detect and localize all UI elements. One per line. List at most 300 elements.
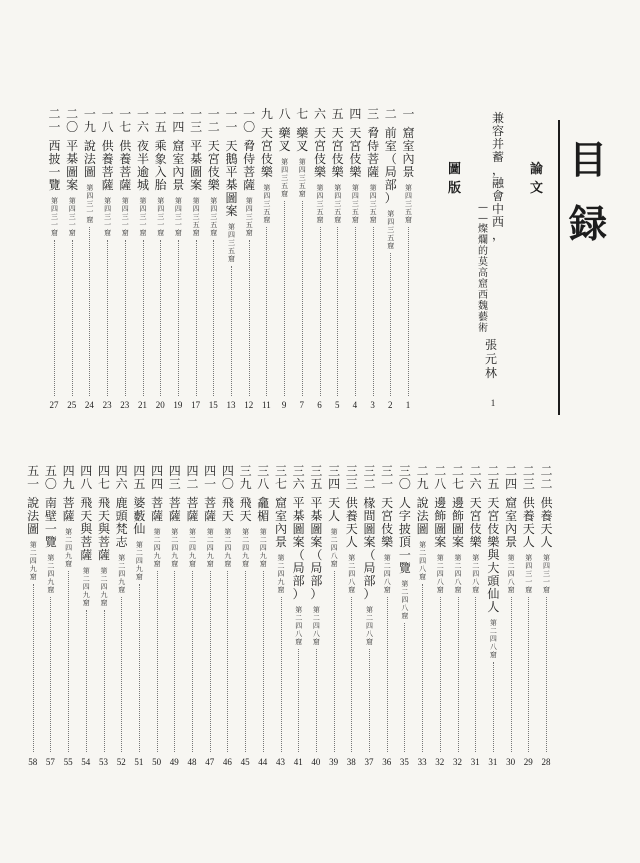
leader-dots — [107, 240, 109, 396]
plate-title: 天 宮 伎 樂 與 大 頭 仙 人 — [487, 496, 500, 614]
plate-number: 三 〇 — [398, 464, 411, 491]
plate-entry[interactable] — [167, 465, 182, 568]
plate-entry[interactable] — [256, 465, 271, 568]
leader-dots — [337, 227, 339, 396]
leader-dots — [546, 597, 548, 752]
plate-title: 天 宮 伎 樂 — [331, 126, 344, 179]
plate-page-number: 46 — [222, 757, 232, 767]
plate-page-number: 30 — [506, 757, 516, 767]
plate-page-number: 3 — [370, 400, 375, 410]
plate-title: 藥 叉 — [278, 126, 291, 153]
plate-entry[interactable] — [468, 465, 483, 594]
plate-number: 四 三 — [168, 464, 181, 491]
plate-page-number: 19 — [173, 400, 183, 410]
plate-number: 一 八 — [101, 107, 114, 134]
plate-cave: 第 二 四 九 窟 — [82, 567, 90, 607]
leader-dots — [422, 584, 424, 752]
plate-page-number: 31 — [488, 757, 498, 767]
plate-entry[interactable] — [238, 465, 253, 568]
plate-number: 一 五 — [154, 107, 167, 134]
plate-number: 五 — [331, 107, 344, 121]
plate-title: 菩 薩 — [168, 496, 181, 523]
plate-title: 說 法 圖 — [83, 139, 96, 179]
plate-number: 三 三 — [345, 464, 358, 491]
leader-dots — [440, 597, 442, 752]
plate-page-number: 38 — [346, 757, 356, 767]
plate-page-number: 35 — [399, 757, 409, 767]
plate-page-number: 27 — [49, 400, 59, 410]
plate-page-number: 25 — [67, 400, 77, 410]
page-title: 目 録 — [568, 137, 607, 246]
essay-author: 張 元 林 — [485, 338, 498, 380]
plate-entry[interactable] — [61, 465, 76, 568]
plate-title: 鹿 頭 梵 志 — [115, 496, 128, 549]
plate-entry[interactable] — [313, 108, 328, 224]
leader-dots — [511, 597, 513, 752]
plate-entry[interactable] — [203, 465, 218, 568]
plate-cave: 第 二 四 九 窟 — [206, 528, 214, 568]
leader-dots — [125, 240, 127, 396]
plate-number: 三 一 — [381, 464, 394, 491]
plate-cave: 第 四 三 五 窟 — [316, 184, 324, 224]
leader-dots — [245, 571, 247, 752]
plate-cave: 第 二 四 九 窟 — [100, 567, 108, 607]
plate-title: 說 法 圖 — [27, 496, 40, 536]
plate-page-number: 9 — [281, 400, 287, 410]
plate-cave: 第 四 三 一 窟 — [121, 197, 129, 237]
plate-entry[interactable] — [274, 465, 289, 594]
leader-dots — [104, 610, 106, 752]
plate-number: 三 二 — [363, 464, 376, 491]
plate-number: 四 六 — [115, 464, 128, 491]
plate-entry[interactable] — [451, 465, 466, 594]
plate-entry[interactable] — [504, 465, 519, 594]
plate-entry[interactable] — [401, 108, 416, 224]
plate-cave: 第 二 四 八 窟 — [383, 554, 391, 594]
plate-title: 窟 室 內 景 — [274, 496, 287, 549]
leader-dots — [320, 227, 322, 396]
plate-title: 平 棊 圖 案 — [190, 139, 203, 192]
plate-page-number: 41 — [293, 757, 303, 767]
plate-cave: 第 四 三 五 窟 — [334, 184, 342, 224]
leader-dots — [263, 571, 265, 752]
leader-dots — [369, 649, 371, 752]
plate-number: 一 七 — [119, 107, 132, 134]
plate-page-number: 23 — [102, 400, 112, 410]
plate-title: 平 棊 圖 案 — [66, 139, 79, 192]
plate-cave: 第 二 四 九 窟 — [153, 528, 161, 568]
plate-entry[interactable] — [330, 108, 345, 224]
leader-dots — [178, 240, 180, 396]
plate-cave: 第 四 三 五 窟 — [298, 158, 306, 198]
plate-number: 一 四 — [172, 107, 185, 134]
plate-entry[interactable] — [259, 108, 274, 224]
plate-title: 天 宮 伎 樂 — [469, 496, 482, 549]
plate-entry[interactable] — [397, 465, 412, 620]
plate-entry[interactable] — [220, 465, 235, 568]
plate-number: 六 — [313, 107, 326, 121]
plate-number: 二 二 — [540, 464, 553, 491]
plate-page-number: 44 — [258, 757, 268, 767]
plate-entry[interactable] — [82, 108, 97, 224]
plate-cave: 第 四 三 五 窟 — [369, 184, 377, 224]
plate-entry[interactable] — [153, 108, 168, 237]
plate-entry[interactable] — [189, 108, 204, 237]
plate-cave: 第 四 三 五 窟 — [210, 197, 218, 237]
plate-entry[interactable] — [26, 465, 41, 581]
plate-number: 四 二 — [186, 464, 199, 491]
plate-page-number: 33 — [417, 757, 427, 767]
plate-page-number: 32 — [435, 757, 445, 767]
plate-entry[interactable] — [309, 465, 324, 646]
plate-title: 天 宮 伎 樂 — [260, 126, 273, 179]
leader-dots — [373, 227, 375, 396]
leader-dots — [213, 240, 215, 396]
plate-entry[interactable] — [242, 108, 257, 237]
plate-cave: 第 四 三 一 窟 — [525, 554, 533, 594]
plate-title: 前 室 （ 局 部 ） — [384, 126, 397, 205]
leader-dots — [390, 253, 392, 396]
plate-number: 四 四 — [151, 464, 164, 491]
leader-dots — [231, 266, 233, 396]
plate-cave: 第 二 四 八 窟 — [330, 528, 338, 568]
plate-page-number: 37 — [364, 757, 374, 767]
plate-cave: 第 四 三 一 窟 — [157, 197, 165, 237]
plate-cave: 第 四 三 五 窟 — [405, 184, 412, 224]
plate-page-number: 12 — [244, 400, 254, 410]
plate-cave: 第 四 三 五 窟 — [228, 223, 235, 263]
plate-number: 四 一 — [204, 464, 217, 491]
plate-title: 人 字 披 頂 一 覽 — [398, 496, 411, 575]
plate-number: 三 六 — [292, 464, 305, 491]
plate-page-number: 28 — [541, 757, 551, 767]
plate-cave: 第 四 三 五 窟 — [351, 184, 359, 224]
plate-cave: 第 二 四 九 窟 — [135, 541, 143, 581]
leader-dots — [227, 571, 229, 752]
plate-number: 三 — [367, 107, 380, 121]
plate-number: 二 六 — [469, 464, 482, 491]
plate-page-number: 51 — [134, 757, 144, 767]
plate-cave: 第 二 四 八 窟 — [436, 554, 444, 594]
plate-page-number: 48 — [187, 757, 197, 767]
plate-entry[interactable] — [383, 108, 398, 250]
plate-cave: 第 二 四 八 窟 — [507, 554, 515, 594]
plate-entry[interactable] — [291, 465, 306, 646]
plate-cave: 第 四 三 一 窟 — [51, 197, 58, 237]
plate-title: 脅 侍 菩 薩 — [243, 139, 256, 192]
plate-title: 藥 叉 — [296, 126, 309, 153]
plate-number: 一 — [402, 107, 415, 121]
plate-page-number: 57 — [45, 757, 55, 767]
leader-dots — [174, 571, 176, 752]
plate-page-number: 55 — [63, 757, 73, 767]
leader-dots — [475, 597, 477, 752]
leader-dots — [50, 597, 52, 752]
plate-entry[interactable] — [277, 108, 292, 198]
plate-title: 平 棊 圖 案 （ 局 部 ） — [310, 496, 323, 601]
leader-dots — [249, 240, 251, 396]
plate-cave: 第 四 三 一 窟 — [543, 554, 550, 594]
plate-cave: 第 二 四 九 窟 — [242, 528, 250, 568]
plate-page-number: 7 — [299, 400, 305, 410]
plate-entry[interactable] — [539, 465, 554, 594]
plate-cave: 第 二 四 八 窟 — [489, 619, 497, 659]
plate-cave: 第 二 四 八 窟 — [348, 554, 356, 594]
plate-entry[interactable] — [380, 465, 395, 594]
plate-number: 五 〇 — [44, 464, 57, 491]
leader-dots — [266, 227, 268, 396]
plate-page-number: 50 — [152, 757, 162, 767]
leader-dots — [387, 597, 389, 752]
essay-title: 兼 容 并 蓄 ， 融 會 中 西 ， — [492, 111, 505, 242]
plate-page-number: 40 — [311, 757, 321, 767]
plate-page-number: 49 — [169, 757, 179, 767]
plate-title: 天 宮 伎 樂 — [349, 126, 362, 179]
plate-title: 菩 薩 — [204, 496, 217, 523]
plate-number: 四 五 — [133, 464, 146, 491]
plate-cave: 第 二 四 八 窟 — [312, 606, 320, 646]
plate-page-number: 29 — [523, 757, 533, 767]
plate-title: 菩 薩 — [151, 496, 164, 523]
plate-cave: 第 二 四 九 窟 — [65, 528, 73, 568]
leader-dots — [493, 662, 495, 752]
plate-number: 二 八 — [434, 464, 447, 491]
plate-cave: 第 二 四 八 窟 — [366, 606, 373, 646]
plate-title: 天 人 — [328, 496, 341, 523]
plate-page-number: 21 — [138, 400, 147, 410]
plate-entry[interactable] — [79, 465, 94, 607]
plate-page-number: 31 — [470, 757, 480, 767]
plate-cave: 第 二 四 九 窟 — [224, 528, 232, 568]
plate-entry[interactable] — [295, 108, 310, 198]
plate-entry[interactable] — [224, 108, 239, 263]
plate-number: 三 九 — [239, 464, 252, 491]
plate-title: 天 宮 伎 樂 — [207, 139, 220, 192]
plate-title: 供 養 天 人 — [522, 496, 535, 549]
leader-dots — [316, 649, 318, 752]
plate-title: 乘 象 入 胎 — [154, 139, 167, 192]
leader-dots — [298, 649, 300, 752]
plate-cave: 第 二 四 九 窟 — [259, 528, 267, 568]
plate-entry[interactable] — [47, 108, 62, 237]
leader-dots — [281, 597, 283, 752]
leader-dots — [139, 584, 141, 752]
plate-title: 南 壁 一 覽 — [44, 496, 57, 549]
plate-title: 飛 天 與 菩 薩 — [97, 496, 110, 562]
plate-cave: 第 二 四 九 窟 — [47, 554, 55, 594]
plate-cave: 第 四 三 五 窟 — [263, 184, 271, 224]
plate-title: 龕 楣 — [257, 496, 270, 523]
plate-page-number: 32 — [453, 757, 462, 767]
plate-title: 窟 室 內 景 — [402, 126, 415, 179]
plate-entry[interactable] — [100, 108, 115, 237]
plate-title: 平 棊 圖 案 （ 局 部 ） — [292, 496, 305, 601]
plate-entry[interactable] — [348, 108, 363, 224]
plate-page-number: 47 — [205, 757, 215, 767]
plate-number: 一 三 — [190, 107, 203, 134]
plate-number: 二 四 — [505, 464, 518, 491]
leader-dots — [458, 597, 460, 752]
plate-number: 四 — [349, 107, 362, 121]
plate-entry[interactable] — [136, 108, 151, 237]
section-essay-heading: 論 文 — [530, 162, 544, 196]
leader-dots — [284, 201, 286, 396]
leader-dots — [404, 623, 406, 752]
plate-title: 供 養 天 人 — [540, 496, 553, 549]
plate-entry[interactable] — [65, 108, 80, 237]
plate-cave: 第 四 三 五 窟 — [387, 210, 395, 250]
plate-cave: 第 四 三 一 窟 — [174, 197, 182, 237]
plate-title: 菩 薩 — [62, 496, 75, 523]
leader-dots — [196, 240, 198, 396]
plate-cave: 第 四 三 五 窟 — [245, 197, 253, 237]
plate-cave: 第 二 四 八 窟 — [472, 554, 480, 594]
plate-page-number: 4 — [352, 400, 358, 410]
plate-title: 窟 室 內 景 — [505, 496, 518, 549]
plate-cave: 第 四 三 五 窟 — [192, 197, 200, 237]
plate-cave: 第 二 四 九 窟 — [189, 528, 196, 568]
title-divider — [558, 120, 560, 415]
plate-entry[interactable] — [366, 108, 381, 224]
plate-title: 邊 飾 圖 案 — [451, 496, 464, 549]
essay-entry[interactable] — [478, 112, 508, 412]
leader-dots — [334, 571, 336, 752]
plate-title: 說 法 圖 — [416, 496, 429, 536]
plate-entry[interactable] — [327, 465, 342, 568]
plate-title: 脅 侍 菩 薩 — [367, 126, 380, 179]
plate-title: 婆 藪 仙 — [133, 496, 146, 536]
plate-entry[interactable] — [171, 108, 186, 237]
plate-entry[interactable] — [344, 465, 359, 594]
plate-entry[interactable] — [206, 108, 221, 237]
plate-title: 供 養 菩 薩 — [119, 139, 132, 192]
leader-dots — [143, 240, 145, 396]
plate-number: 四 七 — [97, 464, 110, 491]
plate-cave: 第 二 四 八 窟 — [419, 541, 427, 581]
plate-page-number: 5 — [334, 400, 340, 410]
plate-title: 窟 室 內 景 — [172, 139, 185, 192]
plate-title: 飛 天 與 菩 薩 — [80, 496, 93, 562]
plate-entry[interactable] — [118, 108, 133, 237]
leader-dots — [528, 597, 530, 752]
leader-dots — [72, 240, 74, 396]
leader-dots — [33, 584, 35, 752]
plate-cave: 第 二 四 九 窟 — [29, 541, 37, 581]
plate-number: 四 〇 — [221, 464, 234, 491]
leader-dots — [89, 227, 91, 396]
plate-number: 二 七 — [451, 464, 464, 491]
plate-page-number: 23 — [120, 400, 130, 410]
plate-number: 一 九 — [83, 107, 96, 134]
plate-page-number: 45 — [240, 757, 250, 767]
plate-page-number: 36 — [382, 757, 392, 767]
plate-number: 八 — [278, 107, 291, 121]
plate-page-number: 39 — [329, 757, 339, 767]
plate-number: 二 三 — [522, 464, 535, 491]
plate-number: 三 七 — [274, 464, 287, 491]
plate-entry[interactable] — [97, 465, 112, 607]
plate-entry[interactable] — [521, 465, 536, 594]
plate-cave: 第 二 四 八 窟 — [295, 606, 303, 646]
plate-cave: 第 二 四 八 窟 — [454, 554, 462, 594]
plate-cave: 第 四 三 一 窟 — [68, 197, 76, 237]
plate-entry[interactable] — [415, 465, 430, 581]
plate-entry[interactable] — [114, 465, 129, 594]
plate-page-number: 54 — [81, 757, 91, 767]
plate-page-number: 43 — [276, 757, 285, 767]
plate-entry[interactable] — [43, 465, 58, 594]
plate-number: 一 〇 — [243, 107, 256, 134]
leader-dots — [121, 597, 123, 752]
plate-cave: 第 二 四 九 窟 — [171, 528, 179, 568]
leader-dots — [408, 227, 410, 396]
leader-dots — [157, 571, 159, 752]
plate-cave: 第 二 四 九 窟 — [118, 554, 126, 594]
plate-page-number: 17 — [191, 400, 201, 410]
plate-title: 西 披 一 覽 — [48, 139, 61, 192]
plate-number: 二 九 — [416, 464, 429, 491]
plate-entry[interactable] — [185, 465, 200, 568]
plate-entry[interactable] — [132, 465, 147, 581]
leader-dots — [68, 571, 70, 752]
plate-cave: 第 四 三 五 窟 — [281, 158, 289, 198]
plate-number: 三 八 — [257, 464, 270, 491]
plate-number: 二 五 — [487, 464, 500, 491]
section-plates-heading: 圖 版 — [448, 162, 462, 196]
plate-page-number: 2 — [388, 400, 393, 410]
leader-dots — [86, 610, 88, 752]
plate-entry[interactable] — [433, 465, 448, 594]
essay-title-cont: — — 燦 爛 的 莫 高 窟 西 魏 藝 術 — [478, 202, 488, 334]
plate-number: 三 五 — [310, 464, 323, 491]
plate-number: 四 八 — [80, 464, 93, 491]
leader-dots — [210, 571, 212, 752]
plate-number: 一 一 — [225, 107, 238, 134]
essay-page-number: 1 — [490, 398, 496, 408]
leader-dots — [160, 240, 162, 396]
leader-dots — [54, 240, 56, 396]
plate-number: 三 四 — [328, 464, 341, 491]
plate-number: 四 九 — [62, 464, 75, 491]
plate-cave: 第 四 三 一 窟 — [104, 197, 112, 237]
plate-entry[interactable] — [362, 465, 377, 646]
plate-title: 飛 天 — [239, 496, 252, 523]
leader-dots — [192, 571, 194, 752]
plate-page-number: 1 — [405, 400, 411, 410]
leader-dots — [355, 227, 357, 396]
plate-number: 七 — [296, 107, 309, 121]
plate-number: 一 二 — [207, 107, 220, 134]
plate-page-number: 13 — [226, 400, 236, 410]
plate-title: 天 宮 伎 樂 — [381, 496, 394, 549]
plate-cave: 第 四 三 一 窟 — [139, 197, 147, 237]
plate-entry[interactable] — [486, 465, 501, 659]
plate-number: 二 〇 — [66, 107, 79, 134]
plate-page-number: 11 — [262, 400, 271, 410]
plate-page-number: 58 — [28, 757, 38, 767]
plate-page-number: 53 — [99, 757, 108, 767]
plate-title: 夜 半 逾 城 — [136, 139, 149, 192]
leader-dots — [302, 201, 304, 396]
plate-number: 五 一 — [27, 464, 40, 491]
plate-page-number: 20 — [155, 400, 165, 410]
plate-entry[interactable] — [150, 465, 165, 568]
plate-number: 一 六 — [136, 107, 149, 134]
plate-page-number: 6 — [317, 400, 322, 410]
plate-page-number: 52 — [116, 757, 126, 767]
plate-number: 二 — [384, 107, 397, 121]
plate-title: 飛 天 — [221, 496, 234, 523]
